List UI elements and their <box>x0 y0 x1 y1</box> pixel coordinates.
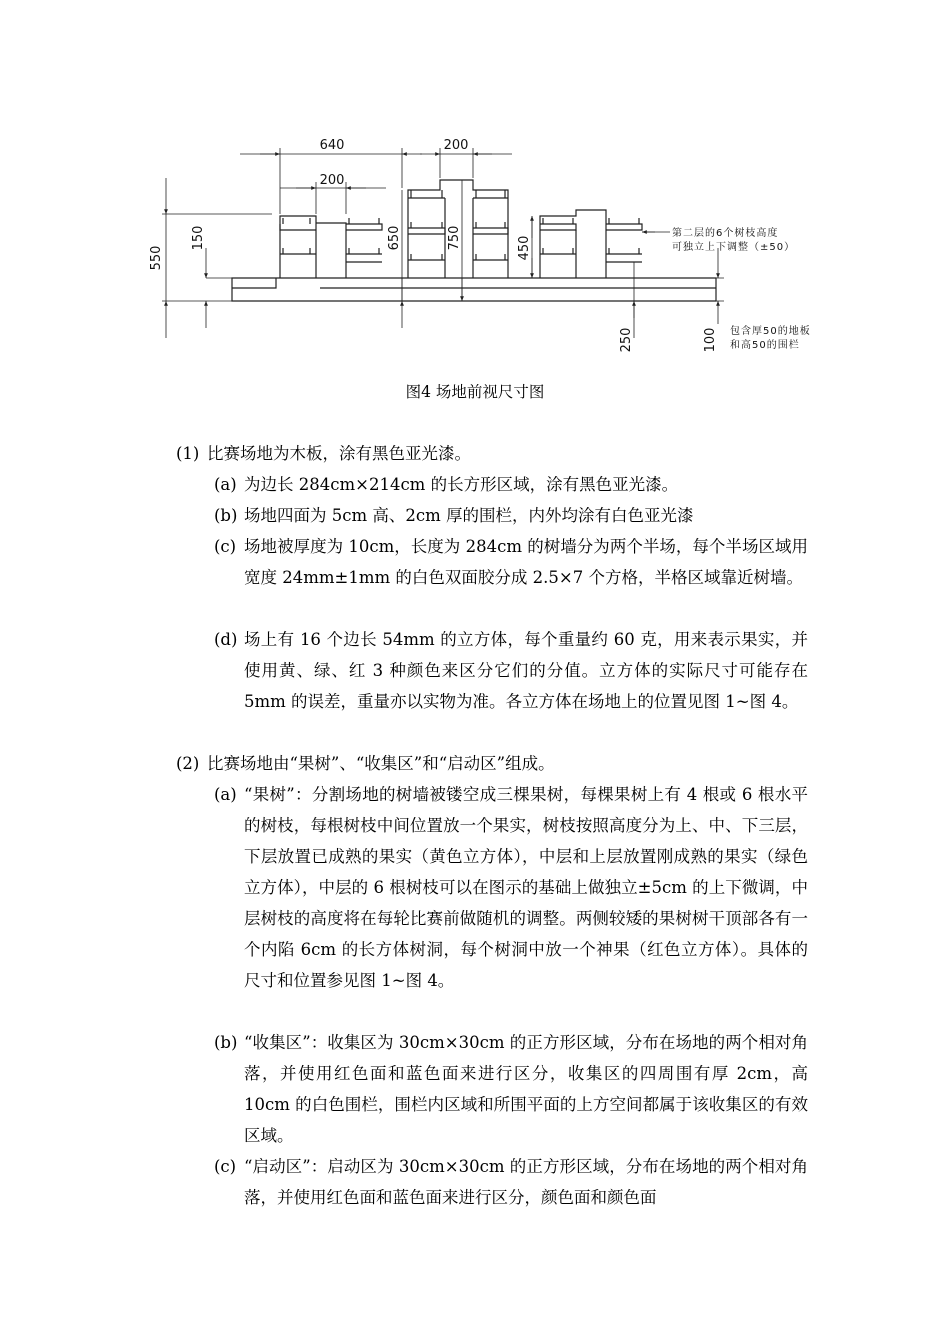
list-marker: (a) <box>214 785 237 804</box>
dim-label-250: 250 <box>619 327 634 353</box>
list-item <box>214 1027 808 1151</box>
list-item-text: 场地四面为 5cm 高、2cm 厚的围栏，内外均涂有白色亚光漆 <box>244 506 694 525</box>
list-item <box>214 531 808 593</box>
list-item <box>176 438 816 469</box>
list-marker: (c) <box>214 1157 237 1176</box>
note-branch-adjust-line1: 第二层的6个树枝高度 <box>672 228 779 239</box>
list-item <box>214 779 808 996</box>
dim-label-550: 550 <box>149 245 164 271</box>
list-marker: (1) <box>176 444 200 463</box>
dim-label-650: 650 <box>387 225 402 251</box>
dim-label-100: 100 <box>703 327 718 353</box>
list-marker: (a) <box>214 475 237 494</box>
list-item <box>214 1151 808 1213</box>
list-item <box>214 469 808 500</box>
list-item-text: “果树”：分割场地的树墙被镂空成三棵果树，每棵果树上有 4 根或 6 根水平的树枝，每根树枝中间位置放一个果实，树枝按照高度分为上、中、下三层，下层放置已成熟的果实（黄色立方体），中层和上层放置刚成熟的果实（绿色立方体），中层的 6 根树枝可以在图示的基础上做独立±5cm 的上下微调，中层树枝的高度将在每轮比赛前做随机的调整。两侧较矮的果树树干顶部各有一个内陷 6cm 的长方体树洞，每个树洞中放一个神果（红色立方体）。具体的尺寸和位置参见图 1~图 4。 <box>244 785 808 990</box>
dimension-lines <box>162 148 724 338</box>
list-item-text: 场上有 16 个边长 54mm 的立方体，每个重量约 60 克，用来表示果实，并使用黄、绿、红 3 种颜色来区分它们的分值。立方体的实际尺寸可能存在 5mm 的误差，重量亦以实物为准。各立方体在场地上的位置见图 1~图 4。 <box>244 630 808 711</box>
dim-label-200-top: 200 <box>443 138 469 153</box>
list-item <box>214 624 808 717</box>
list-item-text: 场地被厚度为 10cm，长度为 284cm 的树墙分为两个半场，每个半场区域用宽度 24mm±1mm 的白色双面胶分成 2.5×7 个方格，半格区域靠近树墙。 <box>244 537 808 587</box>
dim-label-640: 640 <box>319 138 345 153</box>
list-marker: (d) <box>214 630 238 649</box>
list-marker: (b) <box>214 1033 238 1052</box>
list-item-text: 比赛场地为木板，涂有黑色亚光漆。 <box>207 444 471 463</box>
tree-wall-outline <box>232 180 716 301</box>
list-marker: (b) <box>214 506 238 525</box>
list-item-text: “启动区”：启动区为 30cm×30cm 的正方形区域，分布在场地的两个相对角落，并使用红色面和蓝色面来进行区分，颜色面和颜色面 <box>244 1157 808 1207</box>
list-marker: (c) <box>214 537 237 556</box>
note-branch-adjust-line2: 可独立上下调整（±50） <box>672 242 796 253</box>
field-front-view-drawing <box>140 128 820 360</box>
dim-label-450: 450 <box>517 235 532 261</box>
list-marker: (2) <box>176 754 200 773</box>
note-floor-line2: 和高50的围栏 <box>730 340 800 351</box>
list-item <box>214 500 808 531</box>
note-floor-line1: 包含厚50的地板 <box>730 326 811 337</box>
list-item <box>176 748 816 779</box>
dim-label-150: 150 <box>191 225 206 251</box>
list-item-text: 比赛场地由“果树”、“收集区”和“启动区”组成。 <box>207 754 555 773</box>
list-item-text: 为边长 284cm×214cm 的长方形区域，涂有黑色亚光漆。 <box>244 475 679 494</box>
dim-label-200-inner: 200 <box>319 173 345 188</box>
figure-caption: 图4 场地前视尺寸图 <box>405 383 545 401</box>
list-item-text: “收集区”：收集区为 30cm×30cm 的正方形区域，分布在场地的两个相对角落，并使用红色面和蓝色面来进行区分，收集区的四周围有厚 2cm，高 10cm 的白色围栏，围栏内区域和所围平面的上方空间都属于该收集区的有效区域。 <box>244 1033 808 1145</box>
dim-label-750: 750 <box>447 225 462 251</box>
